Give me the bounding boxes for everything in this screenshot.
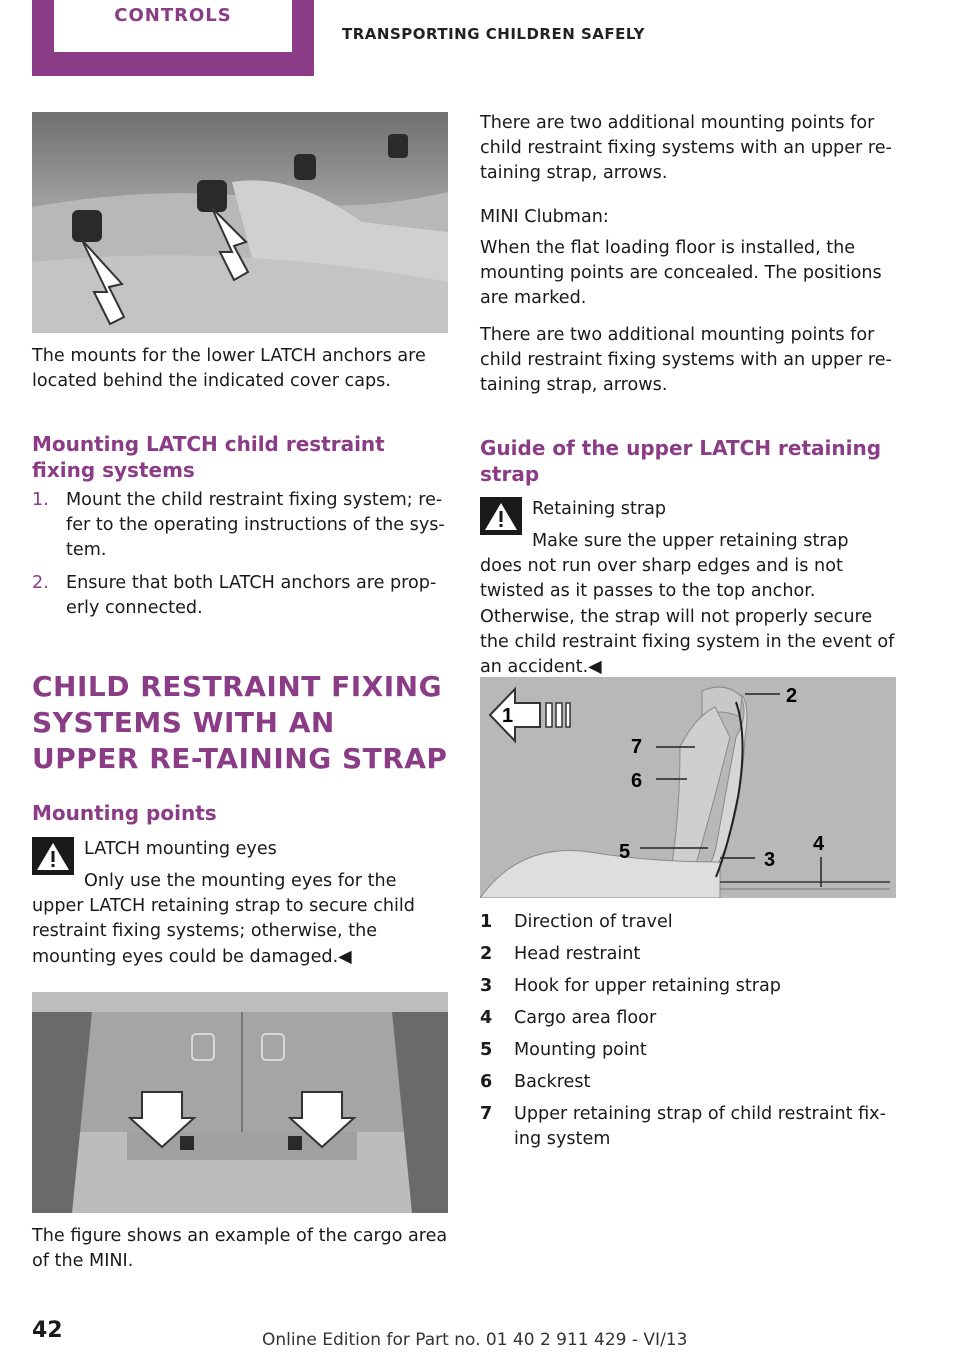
warning-title: Retaining strap xyxy=(532,499,667,519)
clubman-mounting-points-text: There are two additional mounting points for child restraint fixing systems with an upper re-taining strap, arrows. xyxy=(480,325,892,396)
list-item xyxy=(32,488,448,564)
page-number: 42 xyxy=(32,1318,63,1343)
legend-key: 7 xyxy=(480,1104,493,1124)
latch-cover-caps-caption: The mounts for the lower LATCH anchors are located behind the indicated cover caps. xyxy=(32,346,426,392)
diagram-label: 7 xyxy=(631,736,643,758)
legend-key: 5 xyxy=(480,1040,493,1060)
header-tab xyxy=(32,0,314,76)
header-section-title: TRANSPORTING CHILDREN SAFELY xyxy=(342,25,645,43)
legend-text: Direction of travel xyxy=(514,912,673,932)
retaining-strap-diagram xyxy=(480,677,896,898)
legend-text: Head restraint xyxy=(514,944,641,964)
legend-text: Cargo area floor xyxy=(514,1008,657,1028)
legend-text: Backrest xyxy=(514,1072,591,1092)
step-number: 1. xyxy=(32,490,49,510)
legend-key: 3 xyxy=(480,976,493,996)
warning-text: Make sure the upper retaining strap does not run over sharp edges and is not twisted as it passes to the top anchor. Otherwise, the strap will not properly secure the child restraint fixing system in the event of an accident.◀ xyxy=(480,531,895,678)
step-text: Ensure that both LATCH anchors are prop-erly connected. xyxy=(66,572,437,618)
cargo-area-photo xyxy=(32,992,448,1213)
main-section-heading: CHILD RESTRAINT FIXING SYSTEMS WITH AN UPPER RE-TAINING STRAP xyxy=(32,670,448,775)
retaining-strap-warning xyxy=(480,497,896,678)
heading-mounting-points: Mounting points xyxy=(32,801,217,825)
legend-text: Mounting point xyxy=(514,1040,647,1060)
latch-eyes-warning xyxy=(32,837,448,967)
warning-title: LATCH mounting eyes xyxy=(84,839,277,859)
legend-key: 1 xyxy=(480,912,493,932)
list-item xyxy=(32,571,448,621)
legend-key: 6 xyxy=(480,1072,493,1092)
legend-text: Hook for upper retaining strap xyxy=(514,976,781,996)
diagram-label: 2 xyxy=(786,685,798,707)
diagram-label: 4 xyxy=(813,833,825,855)
warning-text: Only use the mounting eyes for the upper LATCH retaining strap to secure child restraint fixing systems; otherwise, the mounting eyes could be damaged.◀ xyxy=(32,871,415,967)
legend-text: Upper retaining strap of child restraint fix-ing system xyxy=(514,1104,886,1150)
heading-guide-retaining-strap: Guide of the upper LATCH retaining strap xyxy=(480,436,882,486)
clubman-label: MINI Clubman: xyxy=(480,207,609,227)
cargo-area-caption: The figure shows an example of the cargo area of the MINI. xyxy=(32,1226,448,1272)
diagram-label: 1 xyxy=(502,705,514,727)
rear-seat-latch-photo xyxy=(32,112,448,333)
step-number: 2. xyxy=(32,572,49,593)
edition-footer: Online Edition for Part no. 01 40 2 911 429 - VI/13 xyxy=(262,1330,688,1350)
header-tab-label: CONTROLS xyxy=(114,5,232,26)
legend-key: 2 xyxy=(480,944,493,964)
clubman-loading-floor-text: When the flat loading floor is installed, the mounting points are concealed. The positions are marked. xyxy=(480,238,882,309)
heading-mounting-latch: Mounting LATCH child restraint fixing systems xyxy=(32,432,385,482)
additional-mounting-points-text: There are two additional mounting points for child restraint fixing systems with an upper re-taining strap, arrows. xyxy=(480,113,892,184)
step-text: Mount the child restraint fixing system; re-fer to the operating instructions of the sys-tem. xyxy=(66,490,445,561)
diagram-label: 3 xyxy=(764,849,776,871)
diagram-label: 5 xyxy=(619,841,631,863)
mounting-steps-list xyxy=(32,488,448,628)
legend-key: 4 xyxy=(480,1008,493,1028)
diagram-label: 6 xyxy=(631,770,643,792)
